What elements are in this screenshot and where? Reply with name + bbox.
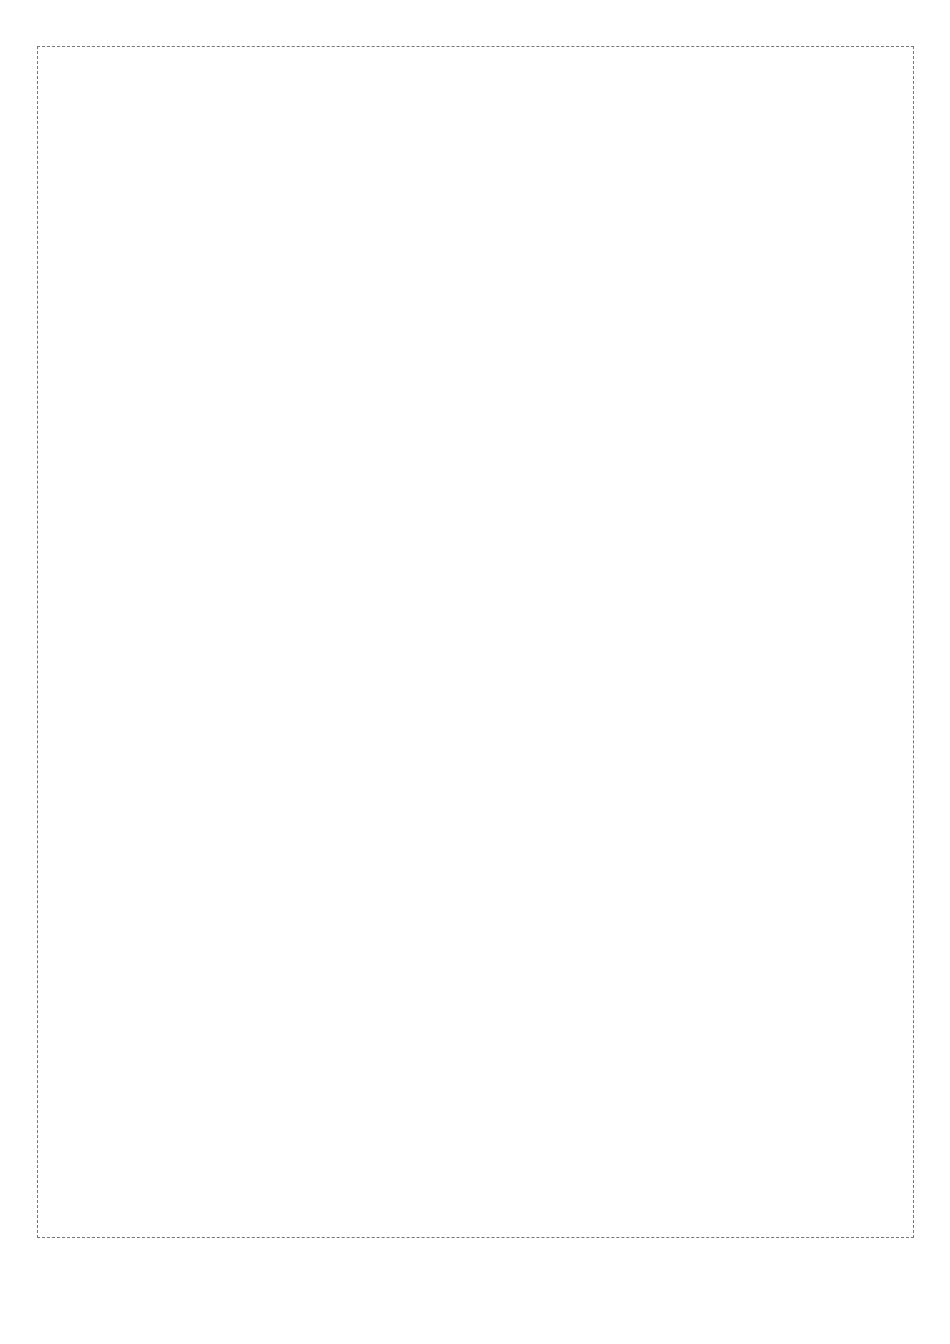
phonics-word-table xyxy=(37,46,914,1238)
